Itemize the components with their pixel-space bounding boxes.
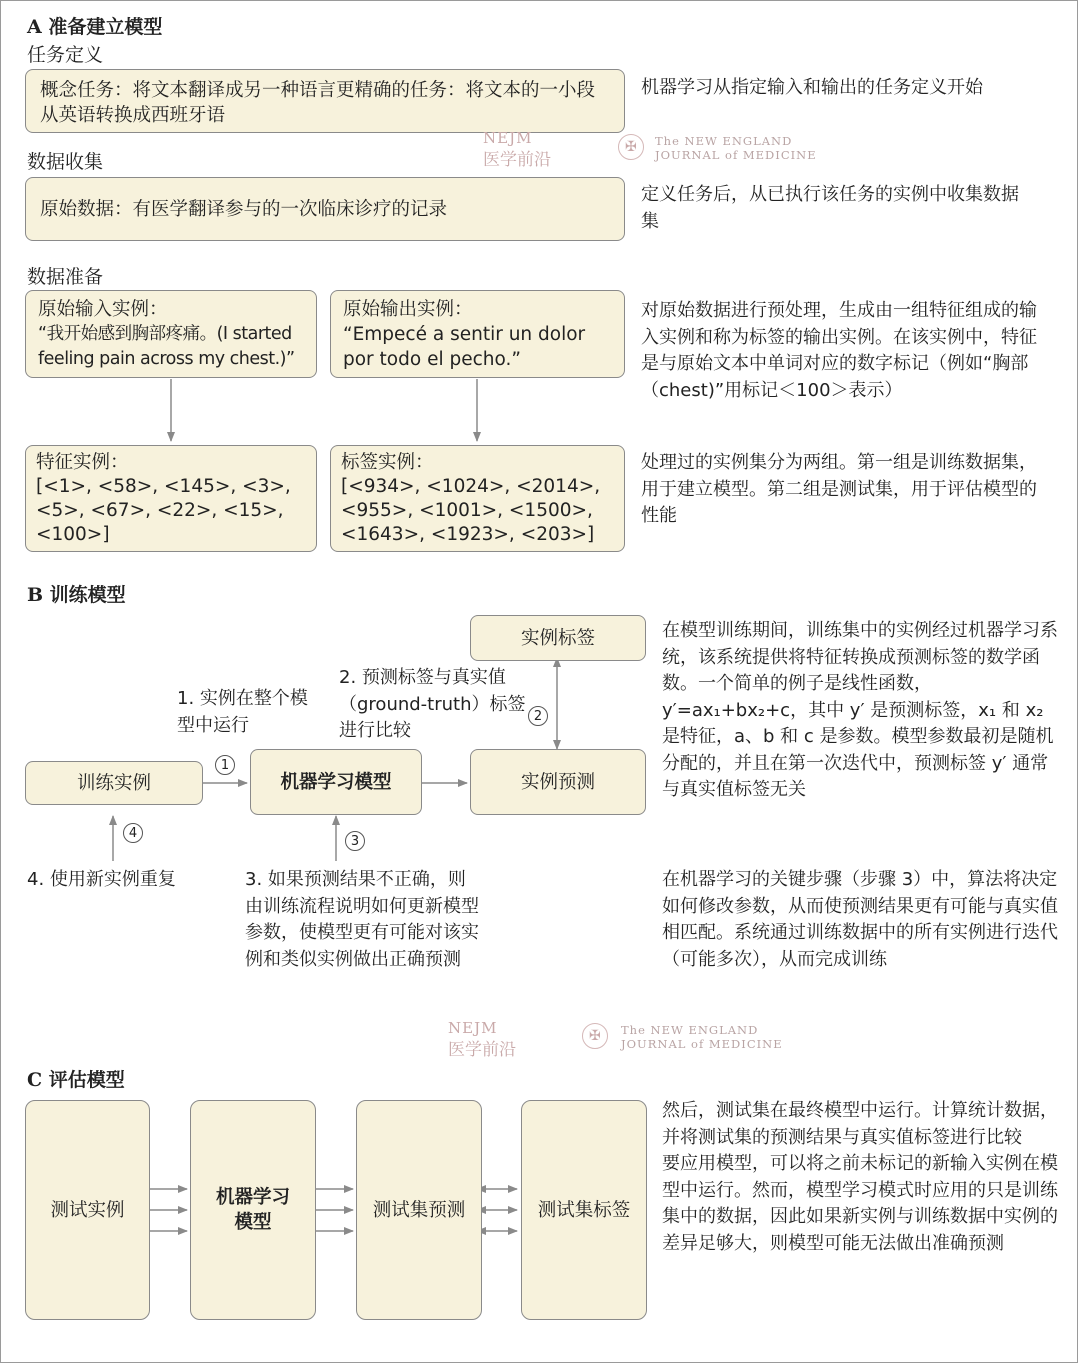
split-side-text: 处理过的实例集分为两组。第一组是训练数据集，用于建立模型。第二组是测试集，用于评估模型的性能 bbox=[641, 452, 1037, 526]
nejm-watermark-2 bbox=[448, 1019, 516, 1060]
ml-model-box-c bbox=[190, 1100, 316, 1320]
journal-watermark-2 bbox=[621, 1023, 783, 1051]
test-instance-box bbox=[25, 1100, 150, 1320]
task-side-text: 机器学习从指定输入和输出的任务定义开始 bbox=[641, 77, 983, 98]
instance-prediction-box bbox=[470, 749, 646, 815]
raw-input-box bbox=[25, 290, 317, 378]
journal-watermark bbox=[655, 134, 817, 162]
nejm-watermark-logo: NEJM bbox=[483, 129, 533, 147]
section-a-title: A 准备建立模型 bbox=[27, 16, 163, 38]
evaluation-side-text: 然后，测试集在最终模型中运行。计算统计数据，并将测试集的预测结果与真实值标签进行比较 要应用模型，可以将之前未标记的新输入实例在模型中运行。然而，模型学习模式时应用的只是训练集中的数据，因此如果新实例与训练数据中实例的差异足够大，则模型可能无法做出准确预测 bbox=[662, 1100, 1058, 1254]
test-prediction-box bbox=[356, 1100, 482, 1320]
step-2-badge: 2 bbox=[528, 706, 548, 726]
task-box bbox=[25, 69, 625, 133]
step2-text: 2. 预测标签与真实值（ground-truth）标签 进行比较 bbox=[339, 667, 526, 741]
nejm-watermark-logo-2: NEJM bbox=[448, 1019, 498, 1037]
train-instance-text: 训练实例 bbox=[76, 772, 151, 794]
train-instance-box bbox=[25, 761, 203, 805]
step-4-badge: 4 bbox=[123, 823, 143, 843]
section-b-title: B 训练模型 bbox=[27, 584, 126, 606]
journal-seal-icon-2: ✠ bbox=[582, 1023, 608, 1049]
test-label-text: 测试集标签 bbox=[537, 1199, 631, 1221]
raw-input-title: 原始输入实例： bbox=[38, 299, 168, 320]
nejm-watermark-cn-2: 医学前沿 bbox=[448, 1040, 516, 1060]
nejm-watermark bbox=[483, 129, 551, 170]
journal-seal-icon: ✠ bbox=[618, 134, 644, 160]
raw-input-text: “我开始感到胸部疼痛。(I started feeling pain across my chest.)” bbox=[38, 324, 295, 369]
collection-box-text: 原始数据：有医学翻译参与的一次临床诊疗的记录 bbox=[40, 199, 448, 220]
label-title: 标签实例： bbox=[341, 452, 434, 473]
feature-title: 特征实例： bbox=[36, 452, 129, 473]
ml-model-text-c: 机器学习模型 bbox=[215, 1187, 290, 1233]
step4-text: 4. 使用新实例重复 bbox=[27, 869, 176, 890]
collection-side-text: 定义任务后，从已执行该任务的实例中收集数据集 bbox=[641, 184, 1019, 232]
test-instance-text: 测试实例 bbox=[50, 1199, 125, 1221]
nejm-watermark-cn: 医学前沿 bbox=[483, 150, 551, 170]
ml-model-box bbox=[250, 749, 422, 815]
label-box bbox=[330, 445, 625, 552]
step3-text: 3. 如果预测结果不正确，则由训练流程说明如何更新模型参数，使模型更有可能对该实例和类似实例做出正确预测 bbox=[245, 869, 479, 970]
test-prediction-text: 测试集预测 bbox=[372, 1199, 466, 1221]
preparation-side-text: 对原始数据进行预处理，生成由一组特征组成的输入实例和称为标签的输出实例。在该实例中，特征是与原始文本中单词对应的数字标记（例如“胸部（chest)”用标记＜100＞表示） bbox=[641, 300, 1037, 401]
feature-box bbox=[25, 445, 317, 552]
raw-output-title: 原始输出实例： bbox=[343, 299, 473, 320]
raw-output-text: “Empecé a sentir un dolor por todo el pecho.” bbox=[343, 324, 586, 370]
test-label-box bbox=[521, 1100, 647, 1320]
step-1-badge: 1 bbox=[215, 755, 235, 775]
step-3-badge: 3 bbox=[345, 831, 365, 851]
label-text: [<934>, <1024>, <2014>, <955>, <1001>, <1500>, <1643>, <1923>, <203>] bbox=[341, 476, 601, 545]
data-collection-label: 数据收集 bbox=[27, 151, 104, 173]
section-c-title: C 评估模型 bbox=[27, 1069, 125, 1091]
training-side-text-1: 在模型训练期间，训练集中的实例经过机器学习系统，该系统提供将特征转换成预测标签的数学函数。一个简单的例子是线性函数，y′=ax₁+bx₂+c，其中 y′ 是预测标签，x₁ 和 x₂ 是特征，a、b 和 c 是参数。模型参数最初是随机分配的，并且在第一次迭代中，预测标签 y′ 通常与真实值标签无关 bbox=[662, 620, 1058, 800]
journal-line2-2: JOURNAL of MEDICINE bbox=[621, 1037, 783, 1051]
task-box-text: 概念任务：将文本翻译成另一种语言更精确的任务：将文本的一小段从英语转换成西班牙语 bbox=[40, 80, 596, 126]
instance-label-box bbox=[470, 615, 646, 661]
journal-line1: The NEW ENGLAND bbox=[655, 134, 793, 148]
step1-text: 1. 实例在整个模型中运行 bbox=[177, 688, 308, 736]
training-side-text-2: 在机器学习的关键步骤（步骤 3）中，算法将决定如何修改参数，从而使预测结果更有可能与真实值相匹配。系统通过训练数据中的所有实例进行迭代（可能多次），从而完成训练 bbox=[662, 869, 1058, 970]
journal-line1-2: The NEW ENGLAND bbox=[621, 1023, 759, 1037]
data-preparation-label: 数据准备 bbox=[27, 266, 104, 288]
raw-output-box bbox=[330, 290, 625, 378]
instance-prediction-text: 实例预测 bbox=[520, 771, 595, 793]
instance-label-text: 实例标签 bbox=[520, 627, 595, 649]
task-definition-label: 任务定义 bbox=[27, 44, 104, 66]
feature-text: [<1>, <58>, <145>, <3>, <5>, <67>, <22>, <15>, <100>] bbox=[36, 476, 291, 545]
collection-box bbox=[25, 177, 625, 241]
journal-line2: JOURNAL of MEDICINE bbox=[655, 148, 817, 162]
ml-model-text: 机器学习模型 bbox=[280, 771, 392, 793]
